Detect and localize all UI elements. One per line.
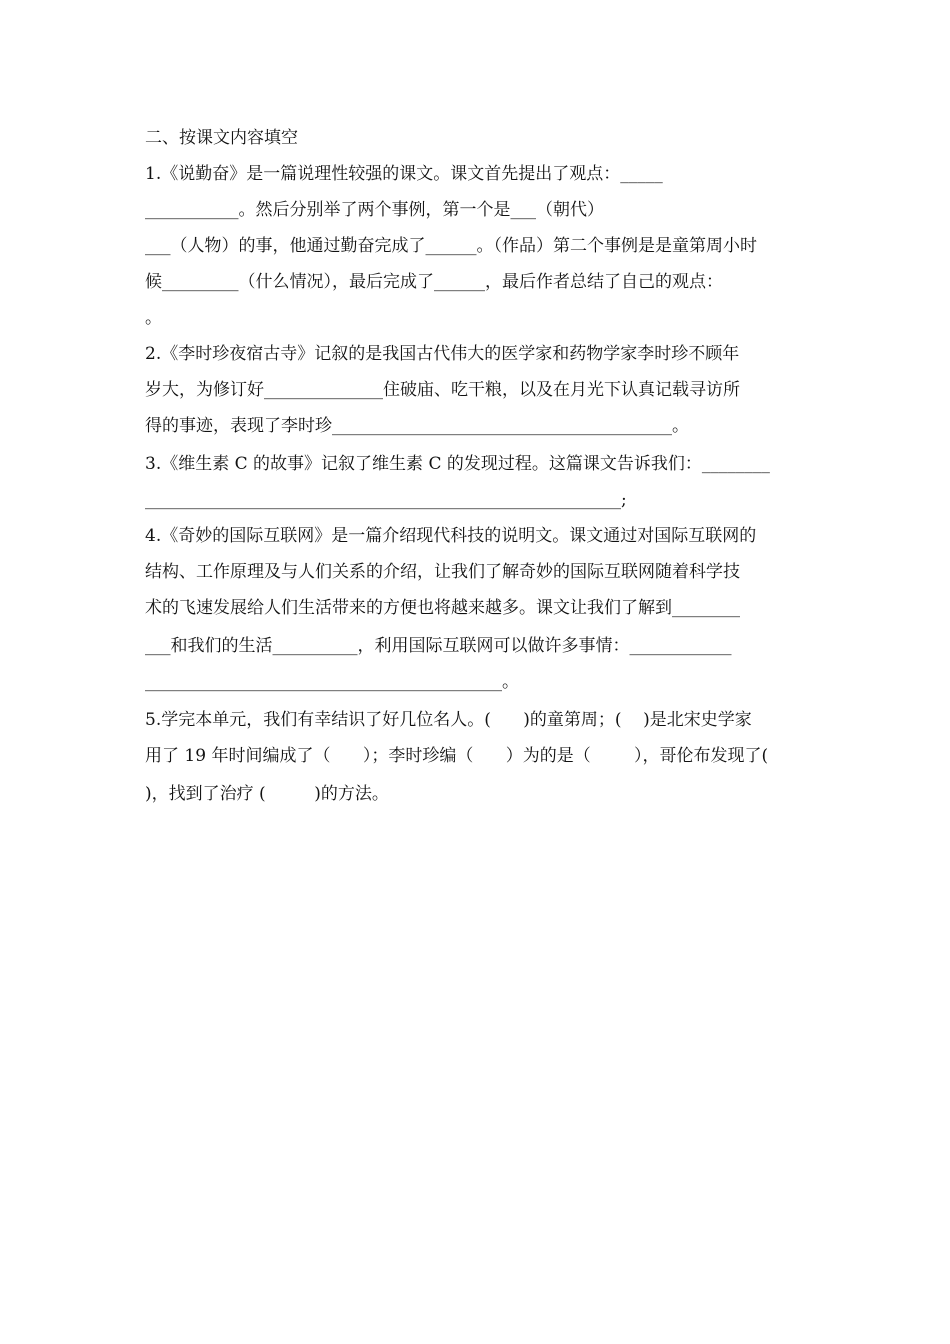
text-line: 候_________（什么情况），最后完成了______，最后作者总结了自己的观点： [145, 272, 723, 292]
text-line: 用了 19 年时间编成了（ ）；李时珍编（ ）为的是（ ），哥伦布发现了( [145, 746, 769, 766]
text-line: 得的事迹，表现了李时珍________________________________________。 [145, 416, 689, 436]
text-line: 4.《奇妙的国际互联网》是一篇介绍现代科技的说明文。课文通过对国际互联网的 [145, 526, 757, 546]
text-line: 。 [145, 308, 162, 328]
text-line: 结构、工作原理及与人们关系的介绍，让我们了解奇妙的国际互联网随着科学技 [145, 562, 740, 582]
section-title: 二、按课文内容填空 [145, 128, 298, 148]
text-line: 术的飞速发展给人们生活带来的方便也将越来越多。课文让我们了解到________ [145, 598, 740, 618]
text-line: 岁大，为修订好______________住破庙、吃干粮，以及在月光下认真记载寻访所 [145, 380, 740, 400]
text-line: __________________________________________。 [145, 672, 519, 692]
text-line: ___________。然后分别举了两个事例，第一个是___（朝代） [145, 200, 604, 220]
text-line: ________________________________________________________; [145, 490, 627, 510]
text-line: 3.《维生素 C 的故事》记叙了维生素 C 的发现过程。这篇课文告诉我们：________ [145, 454, 770, 474]
text-line: 2.《李时珍夜宿古寺》记叙的是我国古代伟大的医学家和药物学家李时珍不顾年 [145, 344, 740, 364]
text-line: )，找到了治疗 ( )的方法。 [145, 784, 389, 804]
text-line: ___和我们的生活__________，利用国际互联网可以做许多事情：____________ [145, 636, 732, 656]
text-line: 1.《说勤奋》是一篇说理性较强的课文。课文首先提出了观点：_____ [145, 164, 663, 184]
text-line: ___（人物）的事，他通过勤奋完成了______。（作品）第二个事例是是童第周小时 [145, 236, 757, 256]
text-line: 5.学完本单元，我们有幸结识了好几位名人。( )的童第周；( )是北宋史学家 [145, 710, 752, 730]
